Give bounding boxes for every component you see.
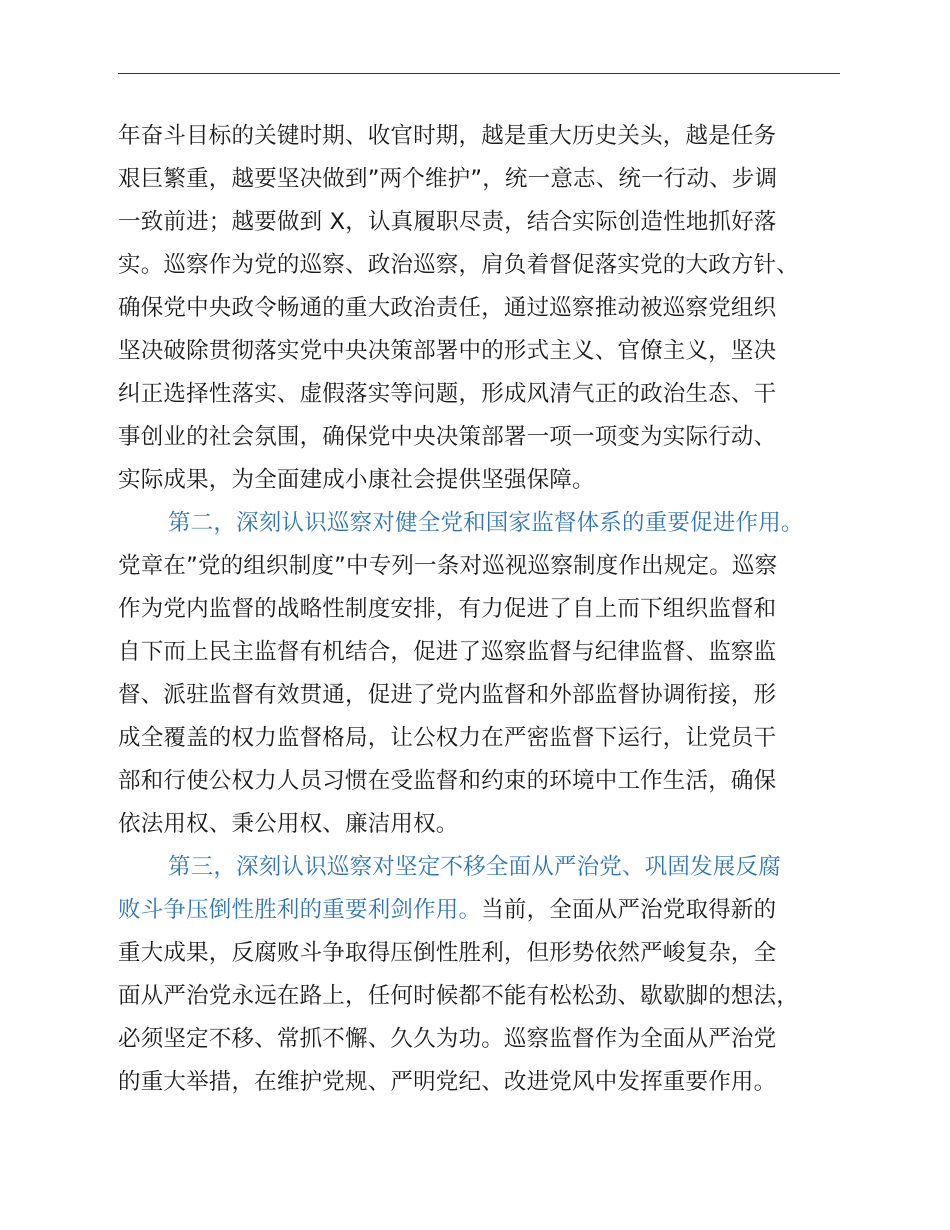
text-line	[118, 932, 842, 975]
heading-text: 第三，深刻认识巡察对坚定不移全面从严治党、巩固发展反腐	[168, 854, 781, 880]
text-line	[118, 588, 842, 631]
body-text: 实。巡察作为党的巡察、政治巡察，肩负着督促落实党的大政方针、	[118, 252, 800, 278]
text-line	[118, 115, 842, 158]
body-text: 自下而上民主监督有机结合，促进了巡察监督与纪律监督、监察监	[118, 639, 777, 665]
text-line	[118, 158, 842, 201]
text-line	[118, 760, 842, 803]
text-line	[118, 287, 842, 330]
text-line	[118, 1061, 842, 1104]
body-text: 成全覆盖的权力监督格局，让公权力在严密监督下运行，让党员干	[118, 725, 777, 751]
body-text: 坚决破除贯彻落实党中央决策部署中的形式主义、官僚主义，坚决	[118, 338, 777, 364]
body-text: 党章在”党的组织制度”中专列一条对巡视巡察制度作出规定。巡察	[118, 553, 778, 579]
body-text: 必须坚定不移、常抓不懈、久久为功。巡察监督作为全面从严治党	[118, 1026, 777, 1052]
text-line	[118, 201, 842, 244]
body-text: 的重大举措，在维护党规、严明党纪、改进党风中发挥重要作用。	[118, 1069, 777, 1095]
body-text: 面从严治党永远在路上，任何时候都不能有松松劲、歇歇脚的想法，	[118, 983, 800, 1009]
text-line	[118, 975, 842, 1018]
text-line	[118, 803, 842, 846]
body-text: 重大成果，反腐败斗争取得压倒性胜利，但形势依然严峻复杂，全	[118, 940, 777, 966]
body-text: 当前，全面从严治党取得新的	[481, 897, 777, 923]
body-text: 艰巨繁重，越要坚决做到”两个维护”，统一意志、统一行动、步调	[118, 166, 778, 192]
body-text: 实际成果，为全面建成小康社会提供坚强保障。	[118, 467, 595, 493]
text-line	[118, 889, 842, 932]
body-text: 事创业的社会氛围，确保党中央决策部署一项一项变为实际行动、	[118, 424, 777, 450]
body-text: 作为党内监督的战略性制度安排，有力促进了自上而下组织监督和	[118, 596, 777, 622]
body-text: 确保党中央政令畅通的重大政治责任，通过巡察推动被巡察党组织	[118, 295, 777, 321]
text-line	[118, 717, 842, 760]
body-text: 年奋斗目标的关键时期、收官时期，越是重大历史关头，越是任务	[118, 123, 777, 149]
text-line	[118, 244, 842, 287]
text-line	[118, 330, 842, 373]
text-line	[118, 545, 842, 588]
text-line	[118, 674, 842, 717]
text-line	[118, 373, 842, 416]
text-line	[118, 502, 842, 545]
body-text: 纠正选择性落实、虚假落实等问题，形成风清气正的政治生态、干	[118, 381, 777, 407]
body-text: 依法用权、秉公用权、廉洁用权。	[118, 811, 459, 837]
heading-text: 第二，深刻认识巡察对健全党和国家监督体系的重要促进作用。	[168, 510, 804, 536]
text-line	[118, 846, 842, 889]
text-line	[118, 1018, 842, 1061]
text-line	[118, 631, 842, 674]
text-line	[118, 416, 842, 459]
document-body	[118, 115, 842, 1104]
body-text: 一致前进；越要做到 X，认真履职尽责，结合实际创造性地抓好落	[118, 209, 777, 235]
body-text: 督、派驻监督有效贯通，促进了党内监督和外部监督协调衔接，形	[118, 682, 777, 708]
text-line	[118, 459, 842, 502]
heading-text: 败斗争压倒性胜利的重要利剑作用。	[118, 897, 482, 923]
header-rule	[118, 73, 840, 74]
body-text: 部和行使公权力人员习惯在受监督和约束的环境中工作生活，确保	[118, 768, 777, 794]
